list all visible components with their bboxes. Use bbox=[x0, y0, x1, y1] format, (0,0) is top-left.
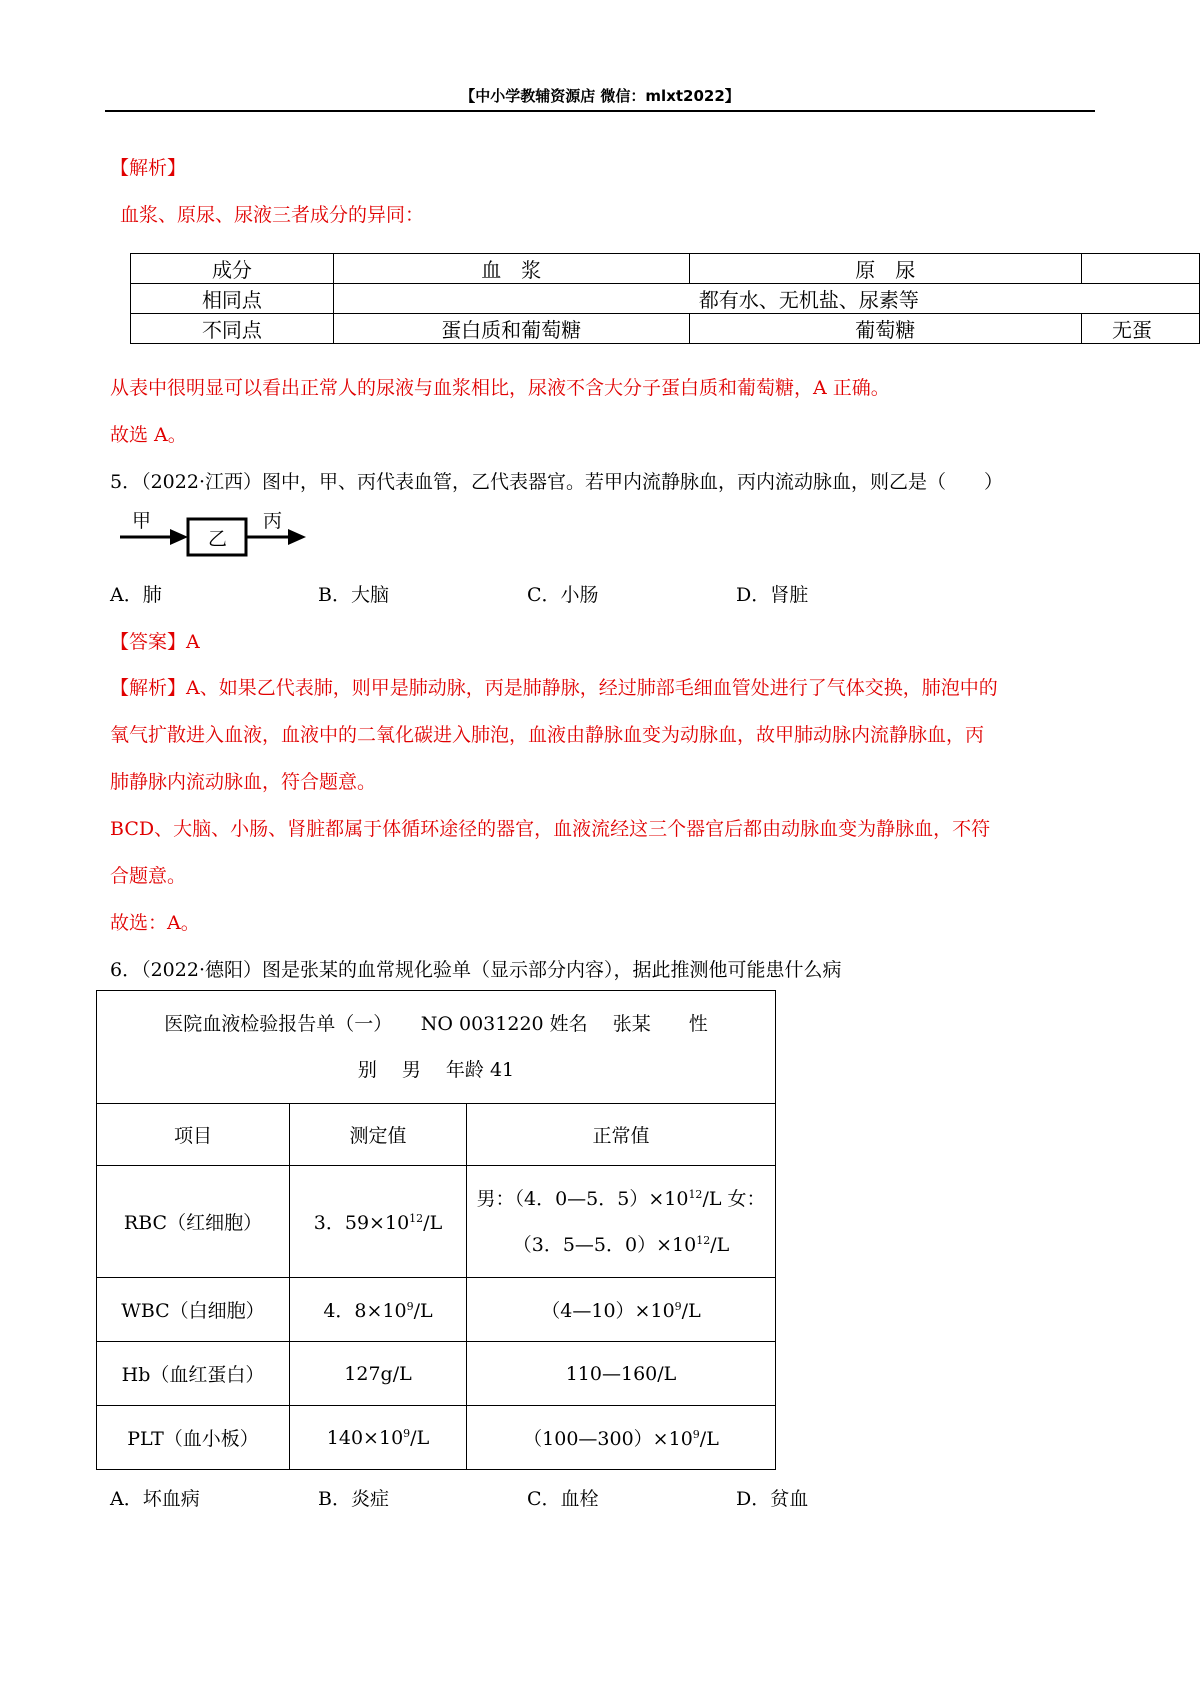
value-base: 140×10 bbox=[326, 1426, 404, 1449]
question-5-stem: 5．（2022·江西）图中，甲、丙代表血管，乙代表器官。若甲内流静脉血，丙内流动脉血，则乙是（ ） bbox=[110, 471, 1003, 493]
table-cell: 葡萄糖 bbox=[689, 314, 1082, 344]
normal-exponent: 12 bbox=[696, 1233, 711, 1247]
choice-b[interactable]: B．炎症 bbox=[318, 1488, 389, 1510]
value-unit: /L bbox=[423, 1212, 443, 1234]
normal-cell bbox=[467, 1166, 776, 1278]
analysis-5-line: BCD、大脑、小肠、肾脏都属于体循环途径的器官，血液流经这三个器官后都由动脉血变为静脉血，不符 bbox=[110, 818, 991, 840]
page-header: 【中小学教辅资源店 微信：mlxt2022】 bbox=[460, 87, 740, 105]
choice-b[interactable]: B．大脑 bbox=[318, 584, 389, 606]
choice-d[interactable]: D．贫血 bbox=[736, 1488, 809, 1510]
value-exponent: 12 bbox=[409, 1212, 424, 1225]
value-cell bbox=[290, 1166, 467, 1278]
value-unit: /L bbox=[410, 1426, 430, 1449]
table-row bbox=[131, 284, 1200, 314]
comparison-table bbox=[130, 253, 1200, 344]
analysis-label: 【解析】 bbox=[110, 157, 187, 179]
normal-exponent: 9 bbox=[674, 1300, 682, 1313]
table-header-cell: 项目 bbox=[97, 1104, 290, 1166]
table-row bbox=[97, 1342, 776, 1406]
common-components: 都有水、无机盐、尿素等 bbox=[333, 284, 1199, 314]
table-header-cell bbox=[1082, 254, 1200, 284]
value-exponent: 9 bbox=[403, 1426, 411, 1440]
choice-d[interactable]: D．肾脏 bbox=[736, 584, 809, 606]
report-title bbox=[97, 991, 776, 1104]
normal-part: （100—300）×10 bbox=[523, 1428, 693, 1450]
choice-a[interactable]: A．肺 bbox=[110, 584, 162, 606]
normal-part: （3．5—5．0）×10 bbox=[512, 1233, 697, 1256]
normal-part: /L bbox=[710, 1233, 730, 1256]
value-cell: 127g/L bbox=[290, 1342, 467, 1406]
table-row bbox=[97, 991, 776, 1104]
choice-a[interactable]: A．坏血病 bbox=[110, 1488, 200, 1510]
report-title-line: 医院血液检验报告单（一） NO 0031220 姓名 张某 性 bbox=[164, 1013, 708, 1035]
analysis-intro: 血浆、原尿、尿液三者成分的异同： bbox=[120, 204, 425, 226]
value-cell bbox=[290, 1406, 467, 1470]
table-row bbox=[97, 1406, 776, 1470]
flow-diagram bbox=[118, 505, 318, 565]
table-header-cell: 测定值 bbox=[290, 1104, 467, 1166]
table-header-cell: 原 尿 bbox=[689, 254, 1082, 284]
vessel-out-label: 丙 bbox=[263, 510, 283, 532]
normal-exponent: 12 bbox=[688, 1187, 703, 1201]
arrow-in-head bbox=[170, 529, 188, 545]
value-base: 4．8×10 bbox=[323, 1300, 407, 1322]
row-label: 不同点 bbox=[131, 314, 334, 344]
blood-report-table bbox=[96, 990, 776, 1470]
table-header-cell: 血 浆 bbox=[333, 254, 689, 284]
table-row bbox=[131, 314, 1200, 344]
normal-part: /L 女： bbox=[702, 1187, 766, 1210]
value-cell bbox=[290, 1278, 467, 1342]
value-unit: /L bbox=[413, 1300, 433, 1322]
normal-exponent: 9 bbox=[692, 1428, 700, 1441]
arrow-out-head bbox=[288, 529, 306, 545]
value-base: 3．59×10 bbox=[313, 1212, 410, 1234]
organ-label: 乙 bbox=[208, 528, 228, 550]
table-row bbox=[97, 1104, 776, 1166]
analysis-5-line: 氧气扩散进入血液，血液中的二氧化碳进入肺泡，血液由静脉血变为动脉血，故甲肺动脉内流静脉血，丙 bbox=[110, 724, 985, 746]
table-row bbox=[97, 1278, 776, 1342]
question-6-stem: 6．（2022·德阳）图是张某的血常规化验单（显示部分内容），据此推测他可能患什么病 bbox=[110, 959, 842, 981]
vessel-in-label: 甲 bbox=[132, 510, 152, 532]
analysis-5-line: 【解析】A、如果乙代表肺，则甲是肺动脉，丙是肺静脉，经过肺部毛细血管处进行了气体交换，肺泡中的 bbox=[110, 677, 998, 699]
normal-cell: 110—160/L bbox=[467, 1342, 776, 1406]
item-cell: Hb（血红蛋白） bbox=[97, 1342, 290, 1406]
table-row bbox=[97, 1166, 776, 1278]
table-header-cell: 成分 bbox=[131, 254, 334, 284]
normal-part: 男：（4．0—5．5）×10 bbox=[476, 1187, 689, 1210]
item-cell: RBC（红细胞） bbox=[97, 1166, 290, 1278]
table-row bbox=[131, 254, 1200, 284]
normal-cell bbox=[467, 1278, 776, 1342]
row-label: 相同点 bbox=[131, 284, 334, 314]
analysis-5-line: 合题意。 bbox=[110, 865, 187, 887]
normal-part: /L bbox=[699, 1428, 719, 1450]
analysis-choose: 故选 A。 bbox=[110, 424, 187, 446]
normal-part: /L bbox=[681, 1300, 701, 1322]
analysis-5-line: 肺静脉内流动脉血，符合题意。 bbox=[110, 771, 377, 793]
table-cell: 无蛋 bbox=[1082, 314, 1200, 344]
choice-c[interactable]: C．血栓 bbox=[527, 1488, 599, 1510]
normal-part: （4—10）×10 bbox=[541, 1300, 675, 1322]
value-exponent: 9 bbox=[406, 1300, 414, 1313]
table-header-cell: 正常值 bbox=[467, 1104, 776, 1166]
analysis-conclusion: 从表中很明显可以看出正常人的尿液与血浆相比，尿液不含大分子蛋白质和葡萄糖，A 正确。 bbox=[110, 377, 890, 399]
analysis-5-choose: 故选：A。 bbox=[110, 912, 200, 934]
item-cell: WBC（白细胞） bbox=[97, 1278, 290, 1342]
report-title-line: 别 男 年龄 41 bbox=[357, 1059, 515, 1081]
answer-5: 【答案】A bbox=[110, 631, 200, 653]
choice-c[interactable]: C．小肠 bbox=[527, 584, 599, 606]
normal-cell bbox=[467, 1406, 776, 1470]
table-cell: 蛋白质和葡萄糖 bbox=[333, 314, 689, 344]
item-cell: PLT（血小板） bbox=[97, 1406, 290, 1470]
